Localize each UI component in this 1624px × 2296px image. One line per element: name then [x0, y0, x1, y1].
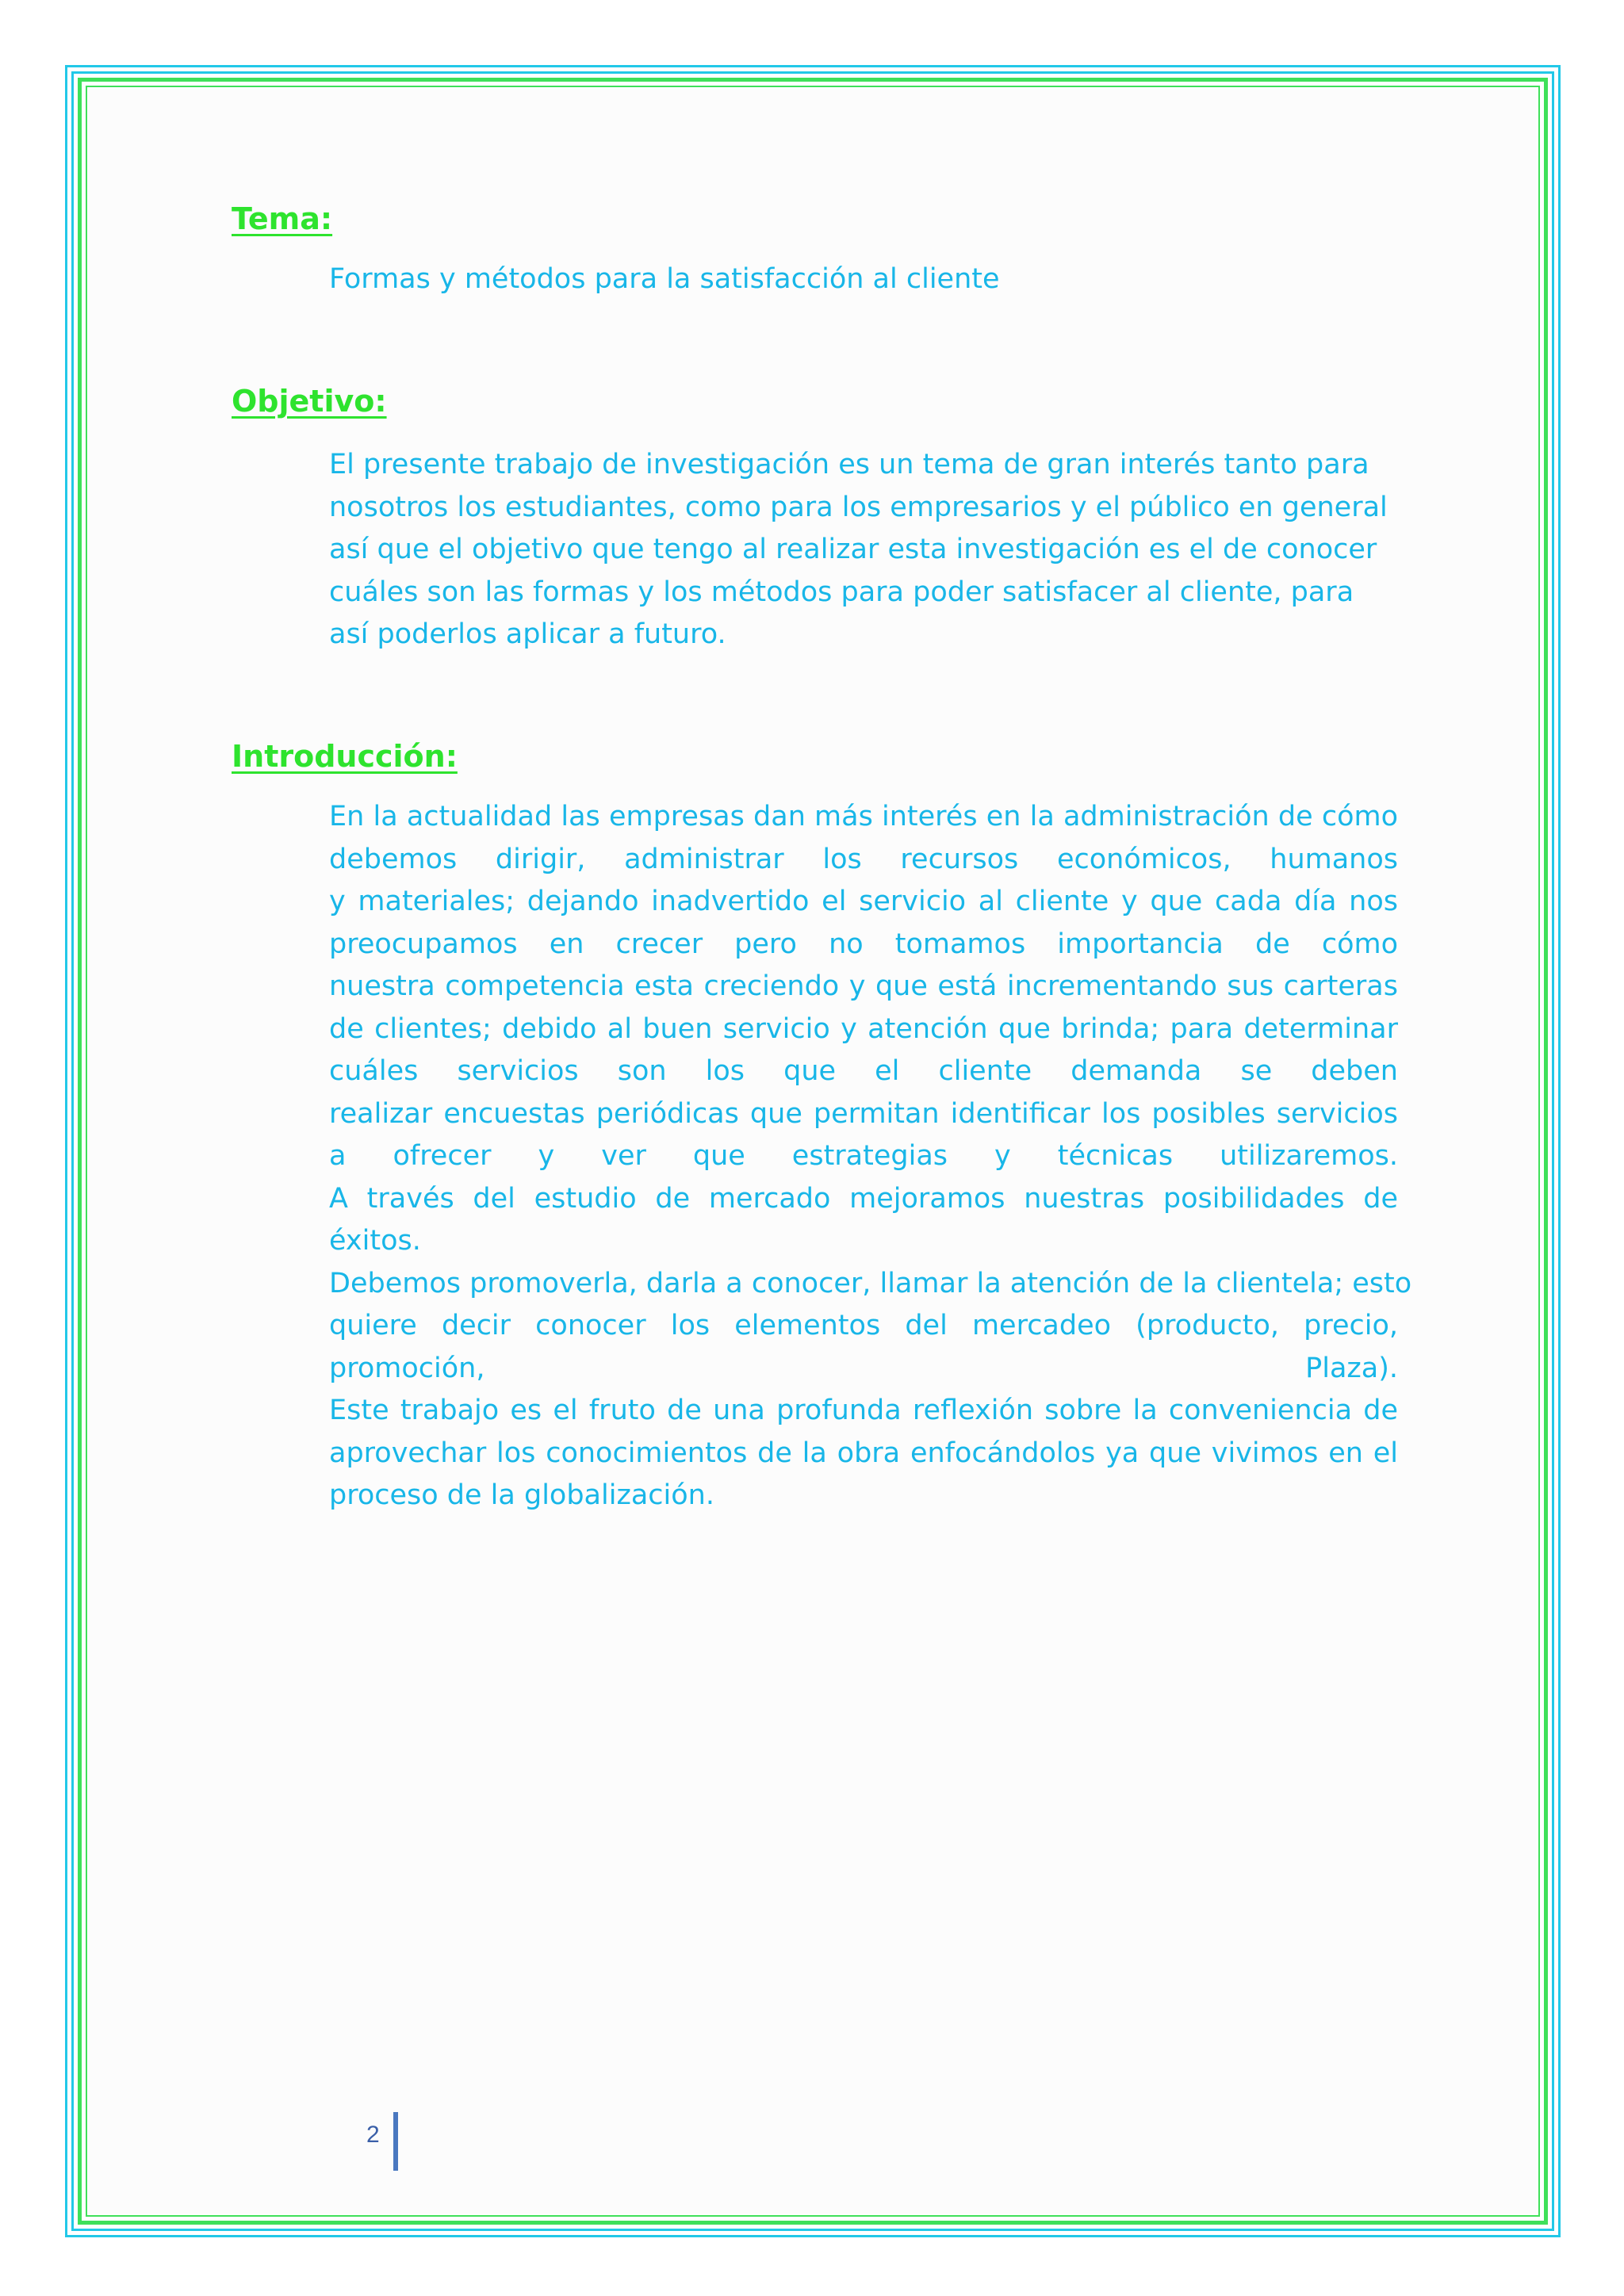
introduccion-line: promoción, Plaza). — [329, 1352, 1398, 1384]
page-number-divider — [393, 2112, 398, 2171]
introduccion-line: a ofrecer y ver que estrategias y técnicas utilizaremos. — [329, 1140, 1398, 1172]
introduccion-line: nuestra competencia esta creciendo y que está incrementando sus carteras — [329, 970, 1398, 1002]
objetivo-line: así poderlos aplicar a futuro. — [329, 618, 726, 650]
introduccion-line: y materiales; dejando inadvertido el servicio al cliente y que cada día nos — [329, 886, 1398, 917]
introduccion-paragraph — [329, 796, 1412, 1517]
page-number: 2 — [366, 2122, 380, 2148]
introduccion-heading: Introducción: — [232, 739, 458, 774]
objetivo-line: cuáles son las formas y los métodos para poder satisfacer al cliente, para — [329, 576, 1354, 608]
introduccion-line: cuáles servicios son los que el cliente demanda se deben — [329, 1055, 1398, 1087]
objetivo-line: así que el objetivo que tengo al realizar esta investigación es el de conocer — [329, 534, 1377, 565]
introduccion-line: de clientes; debido al buen servicio y atención que brinda; para determinar — [329, 1012, 1398, 1045]
introduccion-line: debemos dirigir, administrar los recursos económicos, humanos — [329, 843, 1398, 875]
introduccion-line: Este trabajo es el fruto de una profunda reflexión sobre la conveniencia de — [329, 1395, 1398, 1426]
introduccion-line: A través del estudio de mercado mejoramos nuestras posibilidades de — [329, 1182, 1398, 1215]
introduccion-line: éxitos. — [329, 1225, 421, 1257]
objetivo-line: nosotros los estudiantes, como para los empresarios y el público en general — [329, 491, 1388, 523]
introduccion-line: quiere decir conocer los elementos del mercadeo (producto, precio, — [329, 1310, 1398, 1341]
objetivo-heading: Objetivo: — [232, 384, 387, 419]
introduccion-line: aprovechar los conocimientos de la obra enfocándolos ya que vivimos en el — [329, 1437, 1398, 1469]
objetivo-line: El presente trabajo de investigación es un tema de gran interés tanto para — [329, 449, 1369, 480]
introduccion-line: preocupamos en crecer pero no tomamos importancia de cómo — [329, 928, 1398, 960]
introduccion-line: Debemos promoverla, darla a conocer, llamar la atención de la clientela; esto — [329, 1267, 1412, 1299]
tema-text: Formas y métodos para la satisfacción al cliente — [329, 263, 1000, 295]
introduccion-line: realizar encuestas periódicas que permitan identificar los posibles servicios — [329, 1097, 1398, 1130]
tema-heading: Tema: — [232, 201, 333, 236]
introduccion-line: En la actualidad las empresas dan más interés en la administración de cómo — [329, 801, 1398, 832]
introduccion-line: proceso de la globalización. — [329, 1479, 714, 1511]
objetivo-paragraph — [329, 444, 1439, 656]
